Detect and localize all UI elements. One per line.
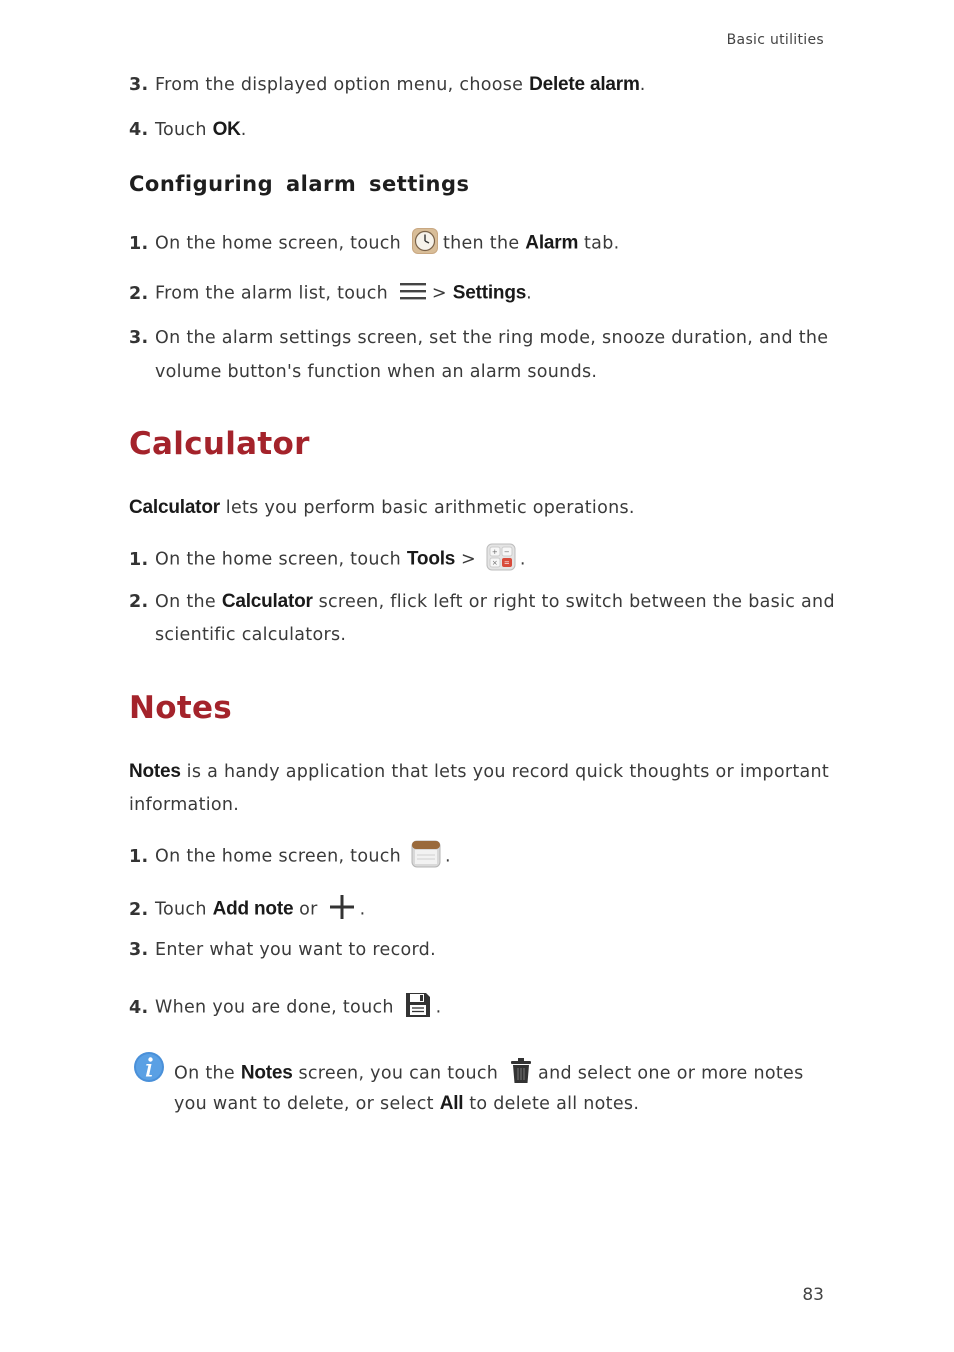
page-number: 83 — [802, 1285, 824, 1305]
configuring-step-3: 3. On the alarm settings screen, set the ring mode, snooze duration, and the — [129, 328, 829, 348]
running-header: Basic utilities — [726, 32, 824, 48]
notes-step-4: 4. When you are done, touch . — [129, 991, 442, 1024]
clock-app-icon — [411, 227, 439, 260]
notes-tip: On the Notes screen, you can touch and select one or more notes — [174, 1057, 804, 1090]
notes-step-3: 3. Enter what you want to record. — [129, 940, 436, 960]
step-delete-alarm: 3. From the displayed option menu, choose Delete alarm. — [129, 74, 646, 95]
configuring-step-1: 1. On the home screen, touch then the Alarm tab. — [129, 227, 619, 260]
calculator-step-2: 2. On the Calculator screen, flick left or right to switch between the basic and — [129, 591, 835, 612]
notes-app-icon — [411, 840, 441, 873]
calculator-intro: Calculator lets you perform basic arithmetic operations. — [129, 497, 635, 518]
info-icon — [133, 1051, 165, 1087]
calculator-step-1: 1. On the home screen, touch Tools > + − × = . — [129, 543, 526, 576]
svg-text:×: × — [491, 559, 498, 567]
notes-heading: Notes — [129, 690, 233, 726]
save-icon — [404, 991, 432, 1024]
notes-tip-cont: you want to delete, or select All to delete all notes. — [174, 1093, 640, 1114]
svg-text:−: − — [503, 548, 510, 556]
notes-step-2: 2. Touch Add note or . — [129, 893, 365, 926]
configuring-step-2: 2. From the alarm list, touch > Settings. — [129, 280, 532, 307]
calculator-step-2-cont: scientific calculators. — [155, 625, 347, 645]
plus-icon — [328, 893, 356, 926]
tools-app-icon — [486, 543, 516, 576]
notes-intro-cont: information. — [129, 795, 240, 815]
notes-intro: Notes is a handy application that lets you record quick thoughts or important — [129, 761, 830, 782]
menu-icon — [398, 280, 428, 307]
trash-icon — [508, 1057, 534, 1090]
configuring-alarm-heading: Configuring alarm settings — [129, 172, 470, 196]
notes-step-1: 1. On the home screen, touch . — [129, 840, 451, 873]
configuring-step-3-cont: volume button's function when an alarm sounds. — [155, 362, 598, 382]
svg-text:+: + — [491, 548, 498, 556]
svg-text:=: = — [503, 559, 510, 567]
step-touch-ok: 4. Touch OK. — [129, 119, 247, 140]
calculator-heading: Calculator — [129, 426, 310, 462]
